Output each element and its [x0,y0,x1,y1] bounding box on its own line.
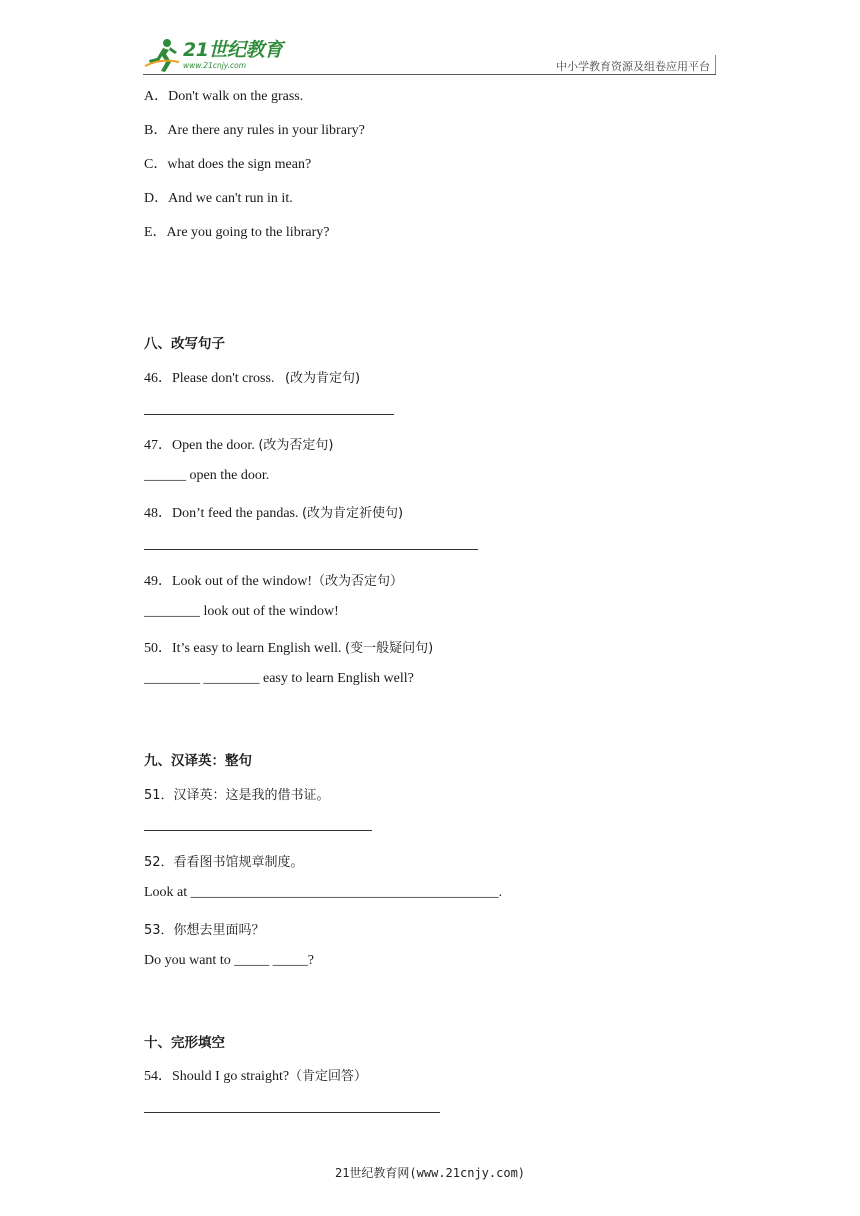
option-a: A．Don't walk on the grass. [144,89,304,104]
question-46-text: 46．Please don't cross. [144,371,275,386]
question-52: 52．看看图书馆规章制度。 [144,855,304,870]
question-49-text: 49．Look out of the window! [144,574,312,589]
section-9-title: 九、汉译英：整句 [144,753,252,769]
question-53: 53．你想去里面吗？ [144,923,265,938]
logo [143,36,282,74]
option-c: C．what does the sign mean? [144,157,312,172]
answer-53: Do you want to _____ _____? [144,953,314,968]
question-54-text: 54．Should I go straight? [144,1069,290,1084]
option-e: E．Are you going to the library? [144,225,330,240]
question-54 [144,1065,367,1085]
question-48 [144,502,403,522]
answer-line-54 [144,1112,440,1113]
question-49 [144,570,403,590]
option-b: B．Are there any rules in your library? [144,123,365,138]
answer-line-48 [144,549,478,550]
logo-title: 21世纪教育 [183,38,283,61]
question-48-text: 48．Don’t feed the pandas. [144,506,302,521]
header-divider [715,55,716,75]
question-51: 51．汉译英：这是我的借书证。 [144,788,330,803]
answer-49: ________ look out of the window! [144,604,339,619]
page-header [143,36,716,76]
question-50 [144,637,433,657]
question-47-text: 47．Open the door. [144,438,259,453]
question-50-note: (变一般疑问句) [345,641,434,656]
running-figure-icon [143,36,181,74]
question-47 [144,434,333,454]
question-46-note: (改为肯定句) [284,371,361,386]
answer-47: ______ open the door. [144,468,270,483]
question-48-note: (改为肯定祈使句) [301,506,404,521]
question-50-text: 50．It’s easy to learn English well. [144,641,346,656]
question-47-note: (改为否定句) [258,438,334,453]
question-49-note: （改为否定句） [311,574,403,589]
section-10-title: 十、完形填空 [144,1035,225,1051]
header-rule [143,74,716,75]
page-footer: 21世纪教育网(www.21cnjy.com) [334,1166,526,1180]
section-8-title: 八、改写句子 [144,336,225,352]
logo-url: www.21cnjy.com [183,60,247,70]
question-46 [144,367,360,387]
platform-label: 中小学教育资源及组卷应用平台 [556,60,710,73]
answer-line-51 [144,830,372,831]
question-54-note: （肯定回答） [289,1069,368,1084]
option-d: D．And we can't run in it. [144,191,293,206]
answer-52: Look at ____________________________________________. [144,885,503,900]
answer-line-46 [144,414,394,415]
answer-50: ________ ________ easy to learn English well? [144,671,414,686]
